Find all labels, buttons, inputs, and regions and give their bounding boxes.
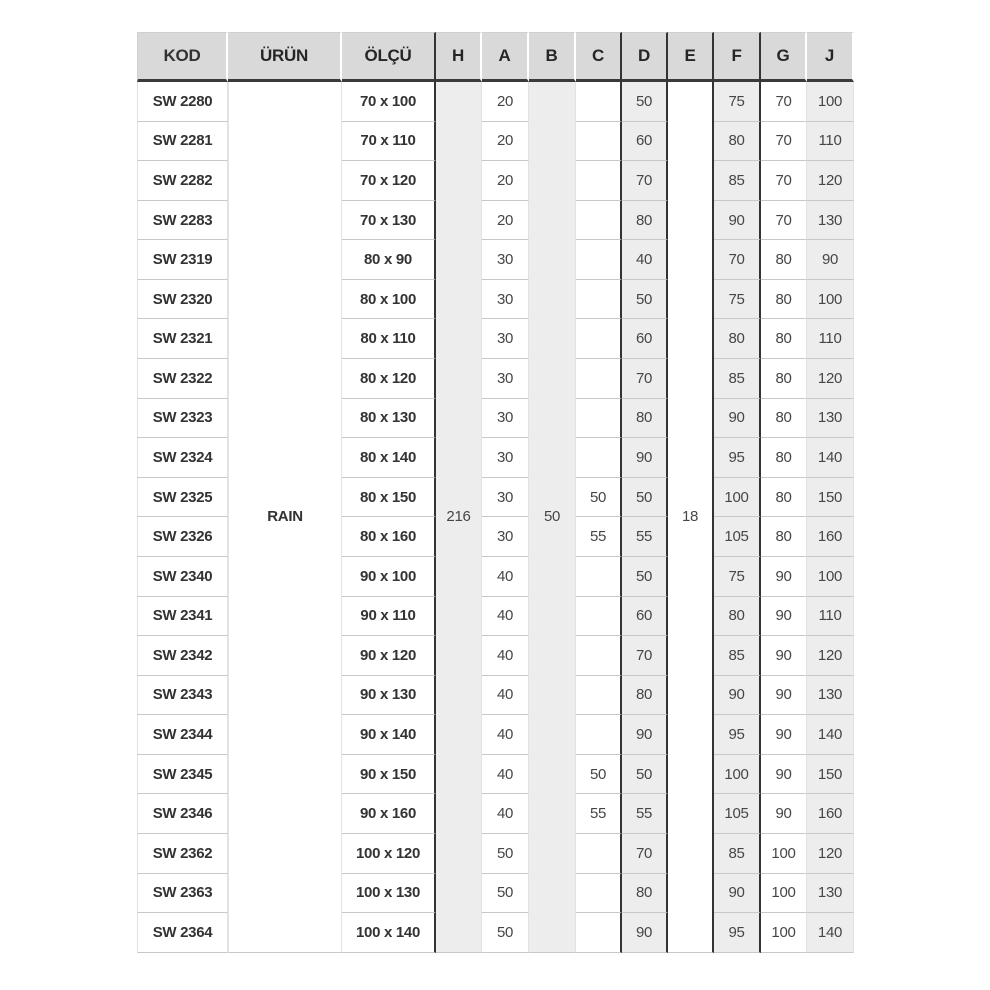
value-cell-d: 60 <box>622 122 668 162</box>
value-cell-f: 100 <box>714 755 761 795</box>
value-cell-a: 40 <box>482 597 529 637</box>
olcu-cell: 80 x 150 <box>342 478 436 518</box>
value-cell-a: 20 <box>482 201 529 241</box>
value-cell-j: 110 <box>807 597 854 637</box>
value-cell-d: 80 <box>622 874 668 914</box>
value-cell-f: 105 <box>714 794 761 834</box>
kod-cell: SW 2322 <box>137 359 228 399</box>
value-cell-c <box>576 834 622 874</box>
value-cell-g: 80 <box>761 359 807 399</box>
value-cell-a: 30 <box>482 280 529 320</box>
value-cell-d: 50 <box>622 557 668 597</box>
value-cell-d: 55 <box>622 517 668 557</box>
value-cell-a: 30 <box>482 438 529 478</box>
olcu-cell: 100 x 140 <box>342 913 436 953</box>
value-cell-j: 140 <box>807 913 854 953</box>
header-cell-j: J <box>807 32 854 82</box>
kod-cell: SW 2281 <box>137 122 228 162</box>
olcu-cell: 70 x 110 <box>342 122 436 162</box>
kod-cell: SW 2323 <box>137 399 228 439</box>
value-cell-j: 100 <box>807 557 854 597</box>
value-cell-g: 70 <box>761 82 807 122</box>
olcu-cell: 90 x 160 <box>342 794 436 834</box>
value-cell-d: 40 <box>622 240 668 280</box>
value-cell-f: 95 <box>714 913 761 953</box>
value-cell-a: 30 <box>482 478 529 518</box>
value-cell-f: 75 <box>714 82 761 122</box>
olcu-cell: 90 x 130 <box>342 676 436 716</box>
header-cell-f: F <box>714 32 761 82</box>
value-cell-d: 90 <box>622 438 668 478</box>
olcu-cell: 70 x 120 <box>342 161 436 201</box>
value-cell-f: 80 <box>714 597 761 637</box>
value-cell-j: 150 <box>807 755 854 795</box>
value-cell-c <box>576 676 622 716</box>
value-cell-a: 30 <box>482 240 529 280</box>
value-cell-g: 80 <box>761 478 807 518</box>
value-cell-c: 55 <box>576 517 622 557</box>
value-cell-g: 70 <box>761 161 807 201</box>
value-cell-d: 70 <box>622 834 668 874</box>
header-cell-h: H <box>436 32 482 82</box>
value-cell-a: 20 <box>482 82 529 122</box>
olcu-cell: 80 x 120 <box>342 359 436 399</box>
value-cell-a: 30 <box>482 319 529 359</box>
olcu-cell: 80 x 140 <box>342 438 436 478</box>
value-cell-f: 90 <box>714 201 761 241</box>
value-cell-j: 110 <box>807 122 854 162</box>
merged-cell-e: 18 <box>668 82 714 953</box>
value-cell-g: 90 <box>761 597 807 637</box>
value-cell-a: 40 <box>482 636 529 676</box>
header-cell-b: B <box>529 32 576 82</box>
value-cell-j: 140 <box>807 438 854 478</box>
olcu-cell: 90 x 150 <box>342 755 436 795</box>
value-cell-c <box>576 438 622 478</box>
olcu-cell: 70 x 100 <box>342 82 436 122</box>
value-cell-c <box>576 715 622 755</box>
value-cell-a: 30 <box>482 359 529 399</box>
merged-cell-urun: RAIN <box>228 82 342 953</box>
kod-cell: SW 2341 <box>137 597 228 637</box>
header-cell-olcu: ÖLÇÜ <box>342 32 436 82</box>
kod-cell: SW 2362 <box>137 834 228 874</box>
kod-cell: SW 2282 <box>137 161 228 201</box>
value-cell-j: 130 <box>807 676 854 716</box>
value-cell-g: 100 <box>761 913 807 953</box>
value-cell-c: 50 <box>576 478 622 518</box>
value-cell-g: 90 <box>761 755 807 795</box>
olcu-cell: 90 x 100 <box>342 557 436 597</box>
value-cell-f: 80 <box>714 319 761 359</box>
value-cell-d: 60 <box>622 597 668 637</box>
header-cell-a: A <box>482 32 529 82</box>
olcu-cell: 80 x 90 <box>342 240 436 280</box>
value-cell-d: 50 <box>622 82 668 122</box>
value-cell-a: 20 <box>482 122 529 162</box>
value-cell-c <box>576 280 622 320</box>
kod-cell: SW 2325 <box>137 478 228 518</box>
value-cell-g: 80 <box>761 240 807 280</box>
value-cell-j: 150 <box>807 478 854 518</box>
value-cell-j: 120 <box>807 636 854 676</box>
value-cell-a: 40 <box>482 715 529 755</box>
value-cell-f: 75 <box>714 280 761 320</box>
value-cell-d: 50 <box>622 280 668 320</box>
kod-cell: SW 2342 <box>137 636 228 676</box>
value-cell-a: 40 <box>482 755 529 795</box>
value-cell-j: 120 <box>807 359 854 399</box>
value-cell-d: 55 <box>622 794 668 834</box>
value-cell-j: 100 <box>807 280 854 320</box>
value-cell-g: 100 <box>761 874 807 914</box>
olcu-cell: 90 x 110 <box>342 597 436 637</box>
header-cell-e: E <box>668 32 714 82</box>
value-cell-a: 40 <box>482 794 529 834</box>
value-cell-j: 110 <box>807 319 854 359</box>
merged-cell-b: 50 <box>529 82 576 953</box>
value-cell-c <box>576 399 622 439</box>
value-cell-c <box>576 597 622 637</box>
value-cell-a: 50 <box>482 913 529 953</box>
kod-cell: SW 2344 <box>137 715 228 755</box>
value-cell-a: 20 <box>482 161 529 201</box>
kod-cell: SW 2321 <box>137 319 228 359</box>
olcu-cell: 100 x 130 <box>342 874 436 914</box>
value-cell-d: 70 <box>622 636 668 676</box>
value-cell-g: 90 <box>761 794 807 834</box>
olcu-cell: 80 x 100 <box>342 280 436 320</box>
value-cell-c: 55 <box>576 794 622 834</box>
value-cell-a: 40 <box>482 557 529 597</box>
value-cell-d: 90 <box>622 913 668 953</box>
header-cell-urun: ÜRÜN <box>228 32 342 82</box>
value-cell-j: 130 <box>807 874 854 914</box>
merged-cell-h: 216 <box>436 82 482 953</box>
value-cell-c <box>576 201 622 241</box>
value-cell-d: 60 <box>622 319 668 359</box>
kod-cell: SW 2326 <box>137 517 228 557</box>
olcu-cell: 80 x 160 <box>342 517 436 557</box>
value-cell-c <box>576 913 622 953</box>
value-cell-g: 100 <box>761 834 807 874</box>
value-cell-f: 75 <box>714 557 761 597</box>
value-cell-d: 80 <box>622 201 668 241</box>
value-cell-f: 100 <box>714 478 761 518</box>
value-cell-j: 100 <box>807 82 854 122</box>
value-cell-g: 90 <box>761 636 807 676</box>
value-cell-c <box>576 161 622 201</box>
kod-cell: SW 2343 <box>137 676 228 716</box>
value-cell-c <box>576 240 622 280</box>
value-cell-j: 120 <box>807 834 854 874</box>
value-cell-f: 85 <box>714 636 761 676</box>
value-cell-c: 50 <box>576 755 622 795</box>
value-cell-a: 30 <box>482 517 529 557</box>
value-cell-f: 90 <box>714 676 761 716</box>
value-cell-d: 50 <box>622 755 668 795</box>
value-cell-d: 70 <box>622 359 668 399</box>
header-cell-g: G <box>761 32 807 82</box>
value-cell-g: 80 <box>761 438 807 478</box>
value-cell-j: 90 <box>807 240 854 280</box>
olcu-cell: 70 x 130 <box>342 201 436 241</box>
value-cell-f: 80 <box>714 122 761 162</box>
kod-cell: SW 2320 <box>137 280 228 320</box>
value-cell-f: 85 <box>714 161 761 201</box>
value-cell-c <box>576 636 622 676</box>
kod-cell: SW 2283 <box>137 201 228 241</box>
kod-cell: SW 2346 <box>137 794 228 834</box>
value-cell-g: 70 <box>761 122 807 162</box>
value-cell-f: 70 <box>714 240 761 280</box>
kod-cell: SW 2364 <box>137 913 228 953</box>
value-cell-d: 70 <box>622 161 668 201</box>
value-cell-a: 30 <box>482 399 529 439</box>
kod-cell: SW 2319 <box>137 240 228 280</box>
header-cell-c: C <box>576 32 622 82</box>
value-cell-j: 130 <box>807 399 854 439</box>
value-cell-g: 80 <box>761 319 807 359</box>
olcu-cell: 90 x 140 <box>342 715 436 755</box>
value-cell-j: 120 <box>807 161 854 201</box>
value-cell-j: 130 <box>807 201 854 241</box>
value-cell-a: 50 <box>482 834 529 874</box>
value-cell-c <box>576 557 622 597</box>
olcu-cell: 100 x 120 <box>342 834 436 874</box>
value-cell-a: 50 <box>482 874 529 914</box>
header-cell-d: D <box>622 32 668 82</box>
value-cell-g: 80 <box>761 517 807 557</box>
olcu-cell: 80 x 130 <box>342 399 436 439</box>
value-cell-g: 90 <box>761 557 807 597</box>
value-cell-g: 70 <box>761 201 807 241</box>
value-cell-j: 160 <box>807 517 854 557</box>
header-cell-kod: KOD <box>137 32 228 82</box>
value-cell-c <box>576 319 622 359</box>
value-cell-f: 90 <box>714 874 761 914</box>
value-cell-f: 95 <box>714 715 761 755</box>
kod-cell: SW 2363 <box>137 874 228 914</box>
value-cell-f: 85 <box>714 359 761 399</box>
value-cell-d: 80 <box>622 399 668 439</box>
kod-cell: SW 2340 <box>137 557 228 597</box>
kod-cell: SW 2324 <box>137 438 228 478</box>
value-cell-f: 95 <box>714 438 761 478</box>
kod-cell: SW 2280 <box>137 82 228 122</box>
value-cell-c <box>576 359 622 399</box>
product-spec-table <box>137 32 854 953</box>
kod-cell: SW 2345 <box>137 755 228 795</box>
value-cell-c <box>576 122 622 162</box>
value-cell-f: 105 <box>714 517 761 557</box>
olcu-cell: 80 x 110 <box>342 319 436 359</box>
value-cell-d: 80 <box>622 676 668 716</box>
value-cell-g: 90 <box>761 676 807 716</box>
value-cell-j: 160 <box>807 794 854 834</box>
value-cell-c <box>576 82 622 122</box>
value-cell-c <box>576 874 622 914</box>
value-cell-g: 90 <box>761 715 807 755</box>
value-cell-d: 50 <box>622 478 668 518</box>
value-cell-d: 90 <box>622 715 668 755</box>
value-cell-g: 80 <box>761 399 807 439</box>
value-cell-f: 85 <box>714 834 761 874</box>
value-cell-g: 80 <box>761 280 807 320</box>
olcu-cell: 90 x 120 <box>342 636 436 676</box>
value-cell-a: 40 <box>482 676 529 716</box>
value-cell-j: 140 <box>807 715 854 755</box>
value-cell-f: 90 <box>714 399 761 439</box>
